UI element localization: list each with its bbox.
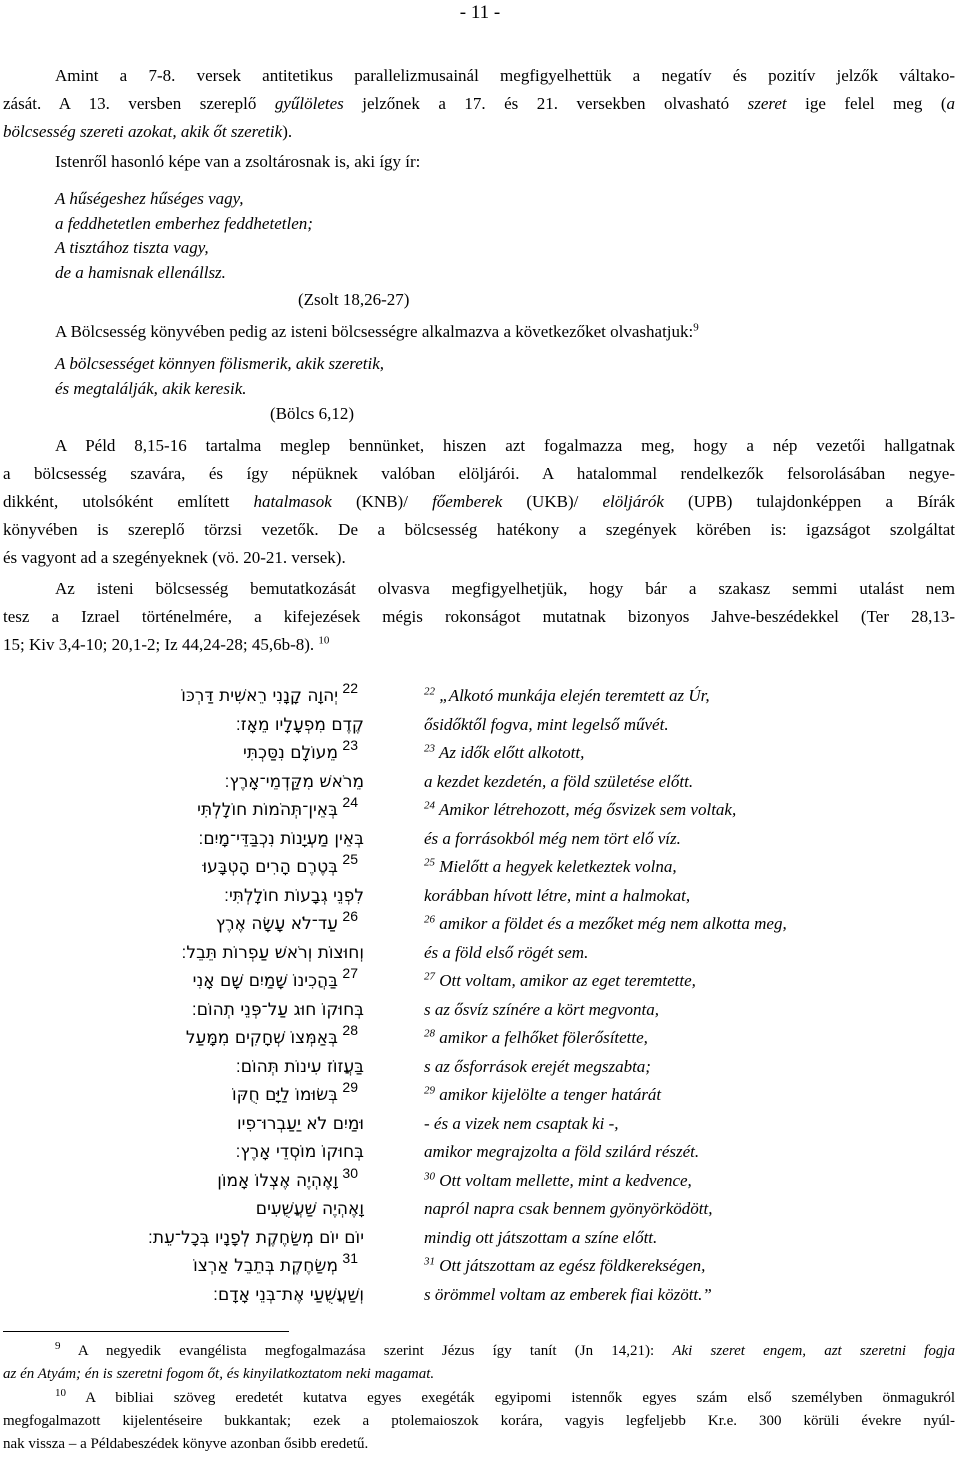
p1-line-3: bölcsesség szereti azokat, akik őt szeretik).	[3, 122, 293, 141]
hebrew-line: בְּחוּקוֹ מוֹסְדֵי אָרֶץ׃	[235, 1142, 364, 1162]
hebrew-line: מְשַׂחֶקֶת בְּתֵבֵל אַרְצוֹ	[193, 1256, 338, 1276]
translation-line: $^{24}$ Amikor létrehozott, még ősvizek sem voltak,	[424, 799, 737, 819]
hebrew-line: בְּטֶרֶם הָרִים הָטְבָּעוּ	[202, 857, 338, 877]
hebrew-line: בְּאֵין מַעְיָנוֹת נִכְבַּדֵּי־מָיִם׃	[198, 828, 364, 849]
translation-line: s az ősvíz színére a kört megvonta,	[424, 999, 659, 1019]
footnote-ref-9[interactable]: 9	[693, 321, 699, 334]
hebrew-verse-number: 23	[342, 737, 358, 753]
translation-line: és a forrásokból még nem tört elő víz.	[424, 828, 681, 848]
translation-line: $^{26}$ amikor a földet és a mezőket még nem alkotta meg,	[424, 913, 787, 933]
translation-line: $^{28}$ amikor a felhőket fölerősítette,	[424, 1027, 648, 1047]
translation-verse-number: 31	[424, 1255, 435, 1268]
hebrew-line: בְּאֵין־תְּהֹמוֹת חוֹלָלְתִּי	[197, 800, 338, 820]
psalm-line: a feddhetetlen emberhez feddhetetlen;	[55, 213, 313, 233]
p3-line-2: a bölcsesség szavára, és így népüknek valóban elöljárói. A hatalommal rendelkezők felsorolásában negye-	[3, 464, 955, 483]
hebrew-line: בְּאַמְּצוֹ שְׁחָקִים מִמָּעַל	[185, 1028, 338, 1048]
translation-line: amikor megrajzolta a föld szilárd részét.	[424, 1142, 700, 1161]
wisdom-quote	[55, 352, 384, 401]
hebrew-line: וְחוּצוֹת וְרֹאשׁ עַפְרוֹת תֵּבֵל׃	[181, 942, 364, 963]
hebrew-verse-number: 22	[342, 680, 358, 696]
translation-line: $^{27}$ Ott voltam, amikor az eget teremtette,	[424, 970, 696, 990]
translation-verse-number: 27	[424, 970, 435, 983]
translation-line: $^{29}$ amikor kijelölte a tenger határát	[424, 1084, 662, 1104]
hebrew-line: יְהוָה קָנָנִי רֵאשִׁית דַּרְכּוֹ	[181, 686, 338, 706]
translation-line: $^{23}$ Az idők előtt alkotott,	[424, 742, 585, 762]
hebrew-line: בַּהֲכִינוֹ שָׁמַיִם שָׁם אָנִי	[192, 971, 338, 991]
psalm-line: A tisztához tiszta vagy,	[55, 238, 209, 257]
p1-line-2: zását. A 13. versben szereplő gyűlöletes jelzőnek a 17. és 21. versekben olvasható szeret ige felel meg (a	[3, 94, 955, 113]
hebrew-verse-number: 25	[342, 851, 358, 867]
translation-line: mindig ott játszottam a színe előtt.	[424, 1227, 658, 1247]
p3-line-5: és vagyont ad a szegényeknek (vö. 20-21. versek).	[3, 548, 346, 567]
translation-line: ősidőktől fogva, mint legelső művét.	[424, 714, 669, 734]
hebrew-verse-number: 29	[342, 1079, 358, 1095]
translation-verse-number: 24	[424, 799, 435, 812]
translation-verse-number: 30	[424, 1169, 435, 1182]
hebrew-verse-number: 24	[342, 794, 358, 810]
psalm-intro: Istenről hasonló képe van a zsoltárosnak is, aki így ír:	[55, 152, 421, 171]
wisdom-line: és megtalálják, akik keresik.	[55, 378, 247, 398]
hebrew-line: מֵרֹאשׁ מִקַּדְמֵי־אָרֶץ׃	[224, 771, 364, 792]
translation-line: s az ősforrások erejét megszabta;	[424, 1056, 651, 1076]
translation-line: korábban hívott létre, mint a halmokat,	[424, 885, 691, 905]
hebrew-line: בְּחוּקוֹ חוּג עַל־פְּנֵי תְהוֹם׃	[191, 999, 364, 1020]
p4-line-1: Az isteni bölcsesség bemutatkozását olvasva megfigyelhetjük, hogy bár a szakasz semmi utalást nem	[55, 579, 955, 598]
translation-verse-number: 26	[424, 913, 435, 926]
hebrew-verse-number: 30	[342, 1164, 358, 1181]
keyword-gyuloletes: gyűlöletes	[274, 94, 344, 113]
hebrew-line: וָאֶהְיֶה שַׁעֲשֻׁעִים	[255, 1199, 364, 1219]
translation-line: $^{31}$ Ott játszottam az egész földkerekségen,	[424, 1255, 706, 1275]
translation-verse-number: 25	[424, 856, 435, 869]
p4-line-2: tesz a Izrael történelmére, a kifejezések mégis rokonságot mutatnak bizonyos Jahve-beszédekkel (Ter 28,13-	[3, 607, 955, 626]
hebrew-line: וָאֶהְיֶה אֶצְלוֹ אָמוֹן	[217, 1170, 338, 1191]
footnote-ref-10[interactable]: 10	[318, 634, 330, 647]
p3-line-1: A Péld 8,15-16 tartalma meglep bennünket, hiszen azt fogalmazza meg, hogy a nép vezetői hallgatnak	[55, 436, 955, 455]
hebrew-line: יוֹם יוֹם מְשַׂחֶקֶת לְפָנָיו בְּכָל־עֵת׃	[147, 1227, 364, 1248]
translation-verse-number: 22	[424, 685, 435, 698]
hebrew-line: וְשַׁעֲשֻׁעַי אֶת־בְּנֵי אָדָם׃	[213, 1284, 364, 1305]
psalm-line: de a hamisnak ellenállsz.	[55, 262, 226, 282]
hebrew-verse-number: 26	[342, 908, 358, 924]
translation-line: és a föld első rögét sem.	[424, 942, 589, 962]
hebrew-line: עַד־לֹא עָשָׂה אֶרֶץ	[215, 914, 338, 934]
hebrew-verse-number: 28	[342, 1022, 358, 1038]
p3-line-3: dikként, utolsóként említett hatalmasok (KNB)/ főemberek (UKB)/ elöljárók (UPB) tulajdonképpen a Bírák	[3, 492, 955, 511]
p4-line-3: 15; Kiv 3,4-10; 20,1-2; Iz 44,24-28; 45,6b-8). $^{10}$	[3, 634, 330, 654]
translation-line: a kezdet kezdetén, a föld születése előtt.	[424, 771, 694, 791]
translation-verse-number: 28	[424, 1027, 435, 1040]
hebrew-verse-number: 27	[342, 965, 358, 981]
hebrew-verse-number: 31	[342, 1250, 358, 1266]
wisdom-line: A bölcsességet könnyen fölismerik, akik szeretik,	[55, 354, 385, 373]
translation-verse-number: 23	[424, 742, 435, 755]
psalm-reference: (Zsolt 18,26-27)	[298, 290, 410, 309]
hebrew-line: קֶדֶם מִפְעָלָיו מֵאָז׃	[235, 714, 364, 735]
hebrew-line: לִפְנֵי גְבָעוֹת חוֹלָלְתִּי׃	[223, 885, 364, 906]
hebrew-line: בְּשׂוּמוֹ לַיָּם חֻקּוֹ	[231, 1085, 338, 1105]
page-number: - 11 -	[459, 2, 501, 23]
translation-line: $^{25}$ Mielőtt a hegyek keletkeztek volna,	[424, 856, 677, 876]
psalm-quote	[55, 187, 313, 285]
translation-verse-number: 29	[424, 1084, 435, 1097]
p3-line-4: könyvében is szereplő törzsi vezetők. De a bölcsesség hatékony a szegények körében is: igazságot szolgáltat	[3, 520, 955, 539]
hungarian-translation-column	[0, 686, 960, 1316]
footnote-10-mark: 10	[55, 1387, 66, 1399]
translation-line: s örömmel voltam az emberek fiai között.”	[424, 1284, 712, 1304]
wisdom-reference: (Bölcs 6,12)	[270, 404, 355, 423]
translation-line: - és a vizek nem csaptak ki -,	[424, 1113, 619, 1133]
wisdom-intro: A Bölcsesség könyvében pedig az isteni bölcsességre alkalmazva a következőket olvashatjuk:$^9$	[55, 321, 699, 341]
translation-line: $^{22}$ „Alkotó munkája elején teremtett az Úr,	[424, 685, 710, 705]
hebrew-line: וּמַיִם לֹא יַעַבְרוּ־פִיו	[237, 1113, 364, 1134]
p1-line-1: Amint a 7-8. versek antitetikus parallelizmusainál megfigyelhettük a negatív és pozitív jelzők váltako-	[55, 66, 955, 85]
keyword-szeret: szeret	[747, 94, 787, 113]
footnote-separator	[3, 1331, 289, 1332]
hebrew-line: מֵעוֹלָם נִסַּכְתִּי	[243, 743, 338, 763]
psalm-line: A hűségeshez hűséges vagy,	[55, 189, 244, 208]
translation-line: $^{30}$ Ott voltam mellette, mint a kedvence,	[424, 1169, 692, 1190]
footnote-9-mark: 9	[55, 1340, 61, 1352]
hebrew-line: בַּעֲזוֹז עִינוֹת תְּהוֹם׃	[235, 1056, 364, 1077]
translation-line: napról napra csak bennem gyönyörködött,	[424, 1199, 713, 1218]
